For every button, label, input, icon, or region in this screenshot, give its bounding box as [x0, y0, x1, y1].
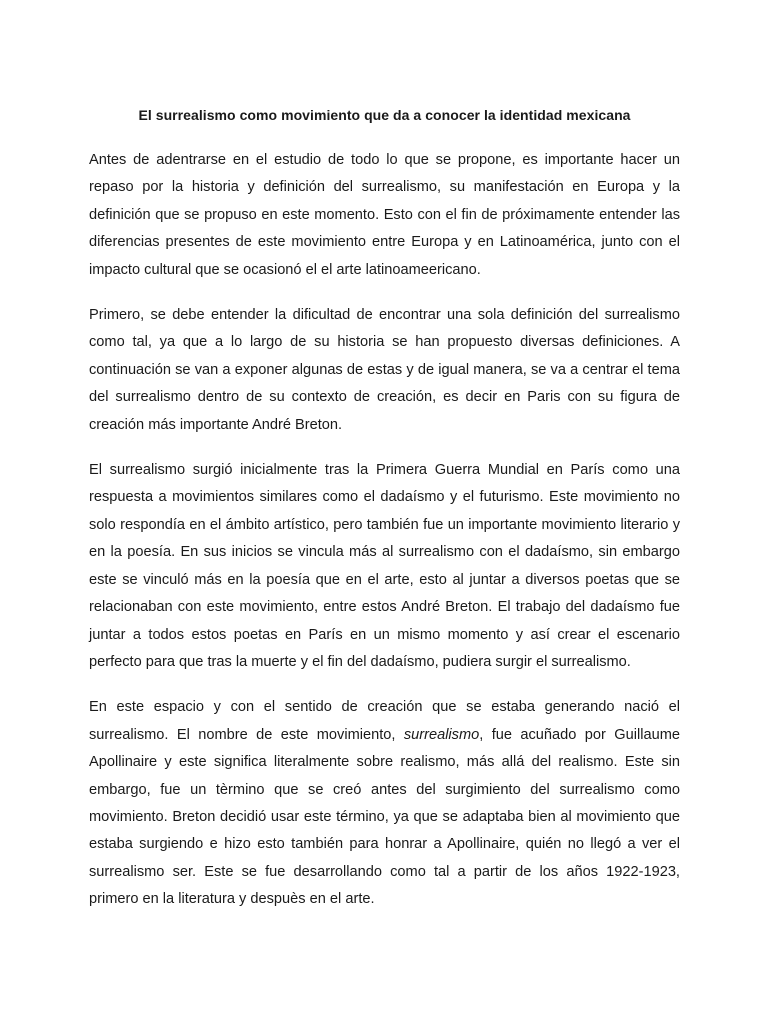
paragraph-2: Primero, se debe entender la dificultad de encontrar una sola definición del surrealismo como tal, ya que a lo largo de su historia se han propuesto diversas definiciones. A continuación se van a exponer algunas de estas y de igual manera, se va a centrar el tema del surrealismo dentro de su contexto de creación, es decir en Paris con su figura de creación más importante André Breton. [89, 307, 680, 433]
paragraph-4-text-end: , fue acuñado por Guillaume Apollinaire y este significa literalmente sobre realismo, más allá del realismo. Este sin embargo, fue un tèrmino que se creó antes del surgimiento del surrealismo como movimiento. Breton decidió usar este término, ya que se adaptaba bien al movimiento que estaba surgiendo e hizo esto también para honrar a Apollinaire, quién no llegó a ver el surrealismo ser. Este se fue desarrollando como tal a partir de los años 1922-1923, primero en la literatura y despuès en el arte. [89, 726, 680, 908]
paragraph-1: Antes de adentrarse en el estudio de todo lo que se propone, es importante hacer un repaso por la historia y definición del surrealismo, su manifestación en Europa y la definición que se propuso en este momento. Esto con el fin de próximamente entender las diferencias presentes de este movimiento entre Europa y en Latinoamérica, junto con el impacto cultural que se ocasionó el el arte latinoameericano. [89, 152, 680, 278]
paragraph-4-text-start: En este espacio y con el sentido de creación que se estaba generando nació el surrealismo. El nombre de este movimiento, [89, 699, 680, 743]
italic-term: surrealismo [403, 726, 480, 743]
paragraph-3: El surrealismo surgió inicialmente tras la Primera Guerra Mundial en París como una respuesta a movimientos similares como el dadaísmo y el futurismo. Este movimiento no solo respondía en el ámbito artístico, pero también fue un importante movimiento literario y en la poesía. En sus inicios se vincula más al surrealismo con el dadaísmo, sin embargo este se vinculó más en la poesía que en el arte, esto al juntar a diversos poetas que se relacionaban con este movimiento, entre estos André Breton. El trabajo del dadaísmo fue juntar a todos estos poetas en París en un mismo momento y así crear el escenario perfecto para que tras la muerte y el fin del dadaísmo, pudiera surgir el surrealismo. [89, 462, 680, 670]
paragraph-4 [89, 694, 680, 913]
document-title: El surrealismo como movimiento que da a conocer la identidad mexicana [138, 107, 631, 123]
